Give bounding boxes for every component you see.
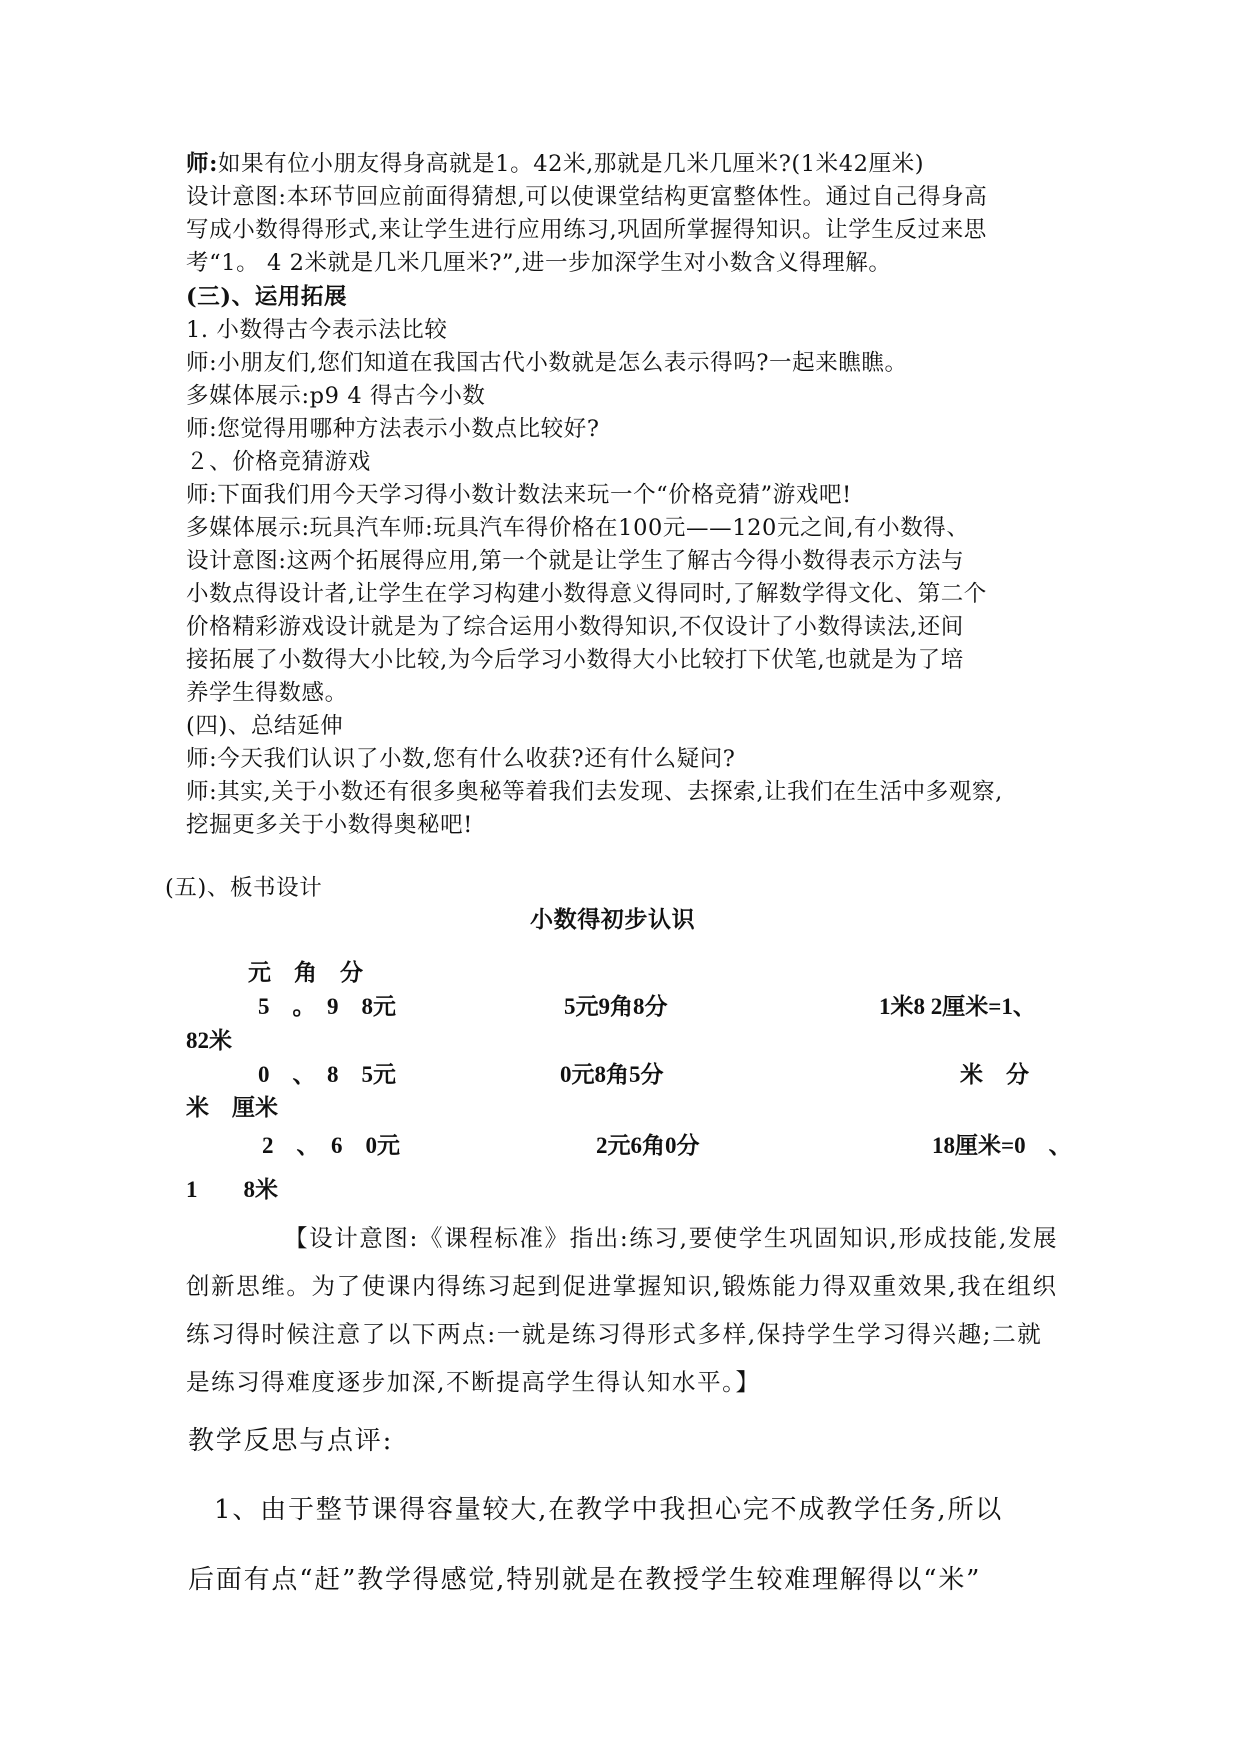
- intent3-line-1: 【设计意图:《课程标准》指出:练习,要使学生巩固知识,形成技能,发展: [284, 1224, 1059, 1252]
- intent3-line-2: 创新思维。为了使课内得练习起到促进掌握知识,锻炼能力得双重效果,我在组织: [186, 1272, 1058, 1300]
- board-row3-meters: 18厘米=0 、: [932, 1133, 1072, 1158]
- reflection-para1-line-2: 后面有点“赶”教学得感觉,特别就是在教授学生较难理解得以“米”: [188, 1565, 982, 1595]
- board-title: 小数得初步认识: [530, 906, 696, 933]
- board-units-header: 元 角 分: [248, 960, 363, 985]
- reflection-heading: 教学反思与点评:: [188, 1426, 394, 1456]
- intent1-line-1: 设计意图:本环节回应前面得猜想,可以使课堂结构更富整体性。通过自己得身高: [186, 184, 988, 210]
- intent2-line-2: 小数点得设计者,让学生在学习构建小数得意义得同时,了解数学得文化、第二个: [186, 581, 987, 607]
- board-row2-wrap: 米 厘米: [186, 1095, 278, 1120]
- board-row2-decimal: 0 、 8 5元: [258, 1062, 396, 1087]
- section3-heading: (三)、运用拓展: [186, 284, 348, 310]
- section4-question-2-line-1: 师:其实,关于小数还有很多奥秘等着我们去发现、去探索,让我们在生活中多观察,: [186, 779, 1003, 805]
- board-row2-units: 0元8角5分: [560, 1062, 664, 1087]
- section3-question-1: 师:小朋友们,您们知道在我国古代小数就是怎么表示得吗?一起来瞧瞧。: [186, 350, 908, 376]
- section4-question-1: 师:今天我们认识了小数,您有什么收获?还有什么疑问?: [186, 746, 736, 772]
- board-row3-wrap: 1 8米: [186, 1177, 278, 1202]
- section3-question-2: 师:您觉得用哪种方法表示小数点比较好?: [186, 416, 600, 442]
- board-row3-decimal: 2 、 6 0元: [262, 1133, 400, 1158]
- section4-heading: (四)、总结延伸: [186, 713, 344, 739]
- board-row1-wrap: 82米: [186, 1028, 232, 1053]
- intent2-line-1: 设计意图:这两个拓展得应用,第一个就是让学生了解古今得小数得表示方法与: [186, 548, 965, 574]
- section3-question-3: 师:下面我们用今天学习得小数计数法来玩一个“价格竞猜”游戏吧!: [186, 482, 852, 508]
- board-row1-units: 5元9角8分: [564, 994, 668, 1019]
- reflection-para1-line-1: 1、由于整节课得容量较大,在教学中我担心完不成教学任务,所以: [214, 1495, 1004, 1525]
- intent2-line-4: 接拓展了小数得大小比较,为今后学习小数得大小比较打下伏笔,也就是为了培: [186, 647, 964, 673]
- board-row1-meters: 1米8 2厘米=1、: [879, 994, 1036, 1019]
- section3-item-2: ２、价格竞猜游戏: [186, 449, 371, 475]
- section4-question-2-line-2: 挖掘更多关于小数得奥秘吧!: [186, 812, 473, 838]
- intent1-line-3: 考“1。 4 2米就是几米几厘米?”,进一步加深学生对小数含义得理解。: [186, 250, 892, 276]
- section3-media-2: 多媒体展示:玩具汽车师:玩具汽车得价格在100元——120元之间,有小数得、: [186, 515, 970, 541]
- section3-item-1: 1. 小数得古今表示法比较: [186, 317, 448, 343]
- board-row1-decimal: 5 。 9 8元: [258, 994, 396, 1019]
- teacher-question-line: [186, 148, 924, 180]
- board-row2-header: 米 分: [960, 1062, 1029, 1087]
- speaker-label: 师:: [186, 151, 219, 177]
- intent2-line-5: 养学生得数感。: [186, 680, 348, 706]
- board-row3-units: 2元6角0分: [596, 1133, 700, 1158]
- section3-media-1: 多媒体展示:p9 4 得古今小数: [186, 383, 486, 409]
- section5-heading: (五)、板书设计: [165, 875, 323, 901]
- intent1-line-2: 写成小数得得形式,来让学生进行应用练习,巩固所掌握得知识。让学生反过来思: [186, 217, 987, 243]
- intent2-line-3: 价格精彩游戏设计就是为了综合运用小数得知识,不仅设计了小数得读法,还间: [186, 614, 964, 640]
- question-text: 如果有位小朋友得身高就是1。42米,那就是几米几厘米?(1米42厘米): [218, 151, 925, 177]
- intent3-line-3: 练习得时候注意了以下两点:一就是练习得形式多样,保持学生学习得兴趣;二就: [186, 1320, 1043, 1348]
- intent3-line-4: 是练习得难度逐步加深,不断提高学生得认知水平。】: [186, 1368, 761, 1396]
